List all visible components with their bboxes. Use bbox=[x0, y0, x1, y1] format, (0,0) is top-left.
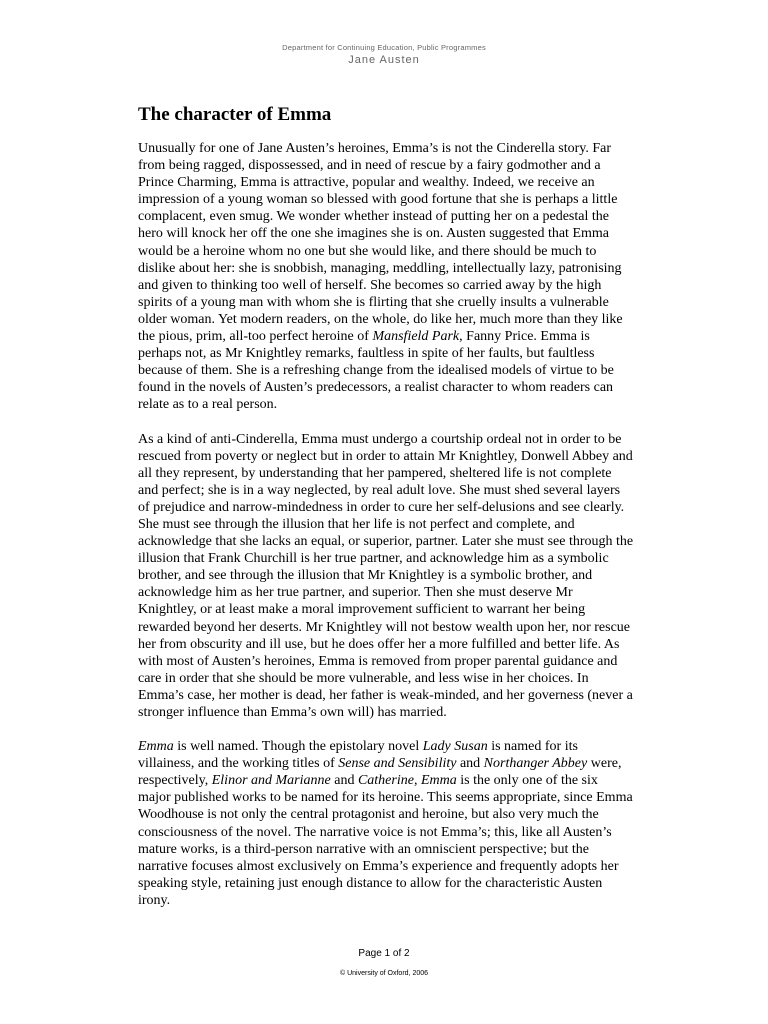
paragraph-3-text-e: and bbox=[330, 773, 358, 789]
title-elinor-and-marianne: Elinor and Marianne bbox=[211, 773, 331, 789]
copyright-notice: © University of Oxford, 2006 bbox=[339, 970, 429, 977]
paragraph-3-text-c: and bbox=[456, 756, 484, 772]
paragraph-3-text-f: , bbox=[413, 773, 421, 789]
title-northanger-abbey: Northanger Abbey bbox=[483, 756, 588, 772]
paragraph-3 bbox=[138, 738, 634, 909]
paragraph-3-text-a: is well named. Though the epistolary novel bbox=[173, 739, 423, 755]
page-number: Page 1 of 2 bbox=[358, 948, 410, 959]
header-department: Department for Continuing Education, Public Programmes bbox=[282, 43, 486, 52]
paragraph-1-text-b: , Fanny Price. Emma is perhaps not, as Mr Knightley remarks, faultless in spite of her faults, but faultless because of them. She is a refreshing change from the idealised models of virtue to be found in the novels of Austen’s predecessors, a realist character to whom readers can relate as to a real person. bbox=[138, 329, 614, 413]
paragraph-3-text-d: were, respectively, bbox=[138, 756, 622, 789]
title-catherine: Catherine bbox=[357, 773, 414, 789]
paragraph-3-text-b: is named for its villainess, and the working titles of bbox=[138, 739, 578, 772]
paragraph-2: As a kind of anti-Cinderella, Emma must undergo a courtship ordeal not in order to be rescued from poverty or neglect but in order to attain Mr Knightley, Donwell Abbey and all they represent, by understanding that her pampered, sheltered life is not complete and perfect; she is in a way neglected, by real adult love. She must shed several layers of prejudice and narrow-mindedness in order to cure her self-delusions and see clearly. She must see through the illusion that her life is not perfect and complete, and acknowledge that she lacks an equal, or superior, partner. Later she must see through the illusion that Frank Churchill is her true partner, and acknowledge him as a symbolic brother, and see through the illusion that Mr Knightley is a symbolic brother, and acknowledge him as her true partner, and superior. Then she must deserve Mr Knightley, or at least make a moral improvement sufficient to warrant her being rewarded beyond her deserts. Mr Knightley will not bestow wealth upon her, nor rescue her from obscurity and ill use, but he does offer her a more fulfilled and better life. As with most of Austen’s heroines, Emma is removed from proper parental guidance and care in order that she should be more vulnerable, and less wise in her choices. In Emma’s case, her mother is dead, her father is weak-minded, and her governess (never a stronger influence than Emma’s own will) has married. bbox=[138, 431, 634, 720]
header-author: Jane Austen bbox=[348, 54, 420, 66]
paragraph-1 bbox=[138, 140, 634, 414]
document-body bbox=[138, 104, 634, 926]
document-title: The character of Emma bbox=[138, 104, 332, 125]
title-sense-and-sensibility: Sense and Sensibility bbox=[338, 756, 457, 772]
title-emma: Emma bbox=[138, 739, 174, 755]
title-lady-susan: Lady Susan bbox=[422, 739, 488, 755]
title-mansfield-park: Mansfield Park bbox=[372, 329, 460, 345]
paragraph-1-text-a: Unusually for one of Jane Austen’s heroines, Emma’s is not the Cinderella story. Far from being ragged, dispossessed, and in need of rescue by a fairy godmother and a Prince Charming, Emma is attractive, popular and wealthy. Indeed, we receive an impression of a young woman so blessed with good fortune that she is perhaps a little complacent, even smug. We wonder whether instead of putting her on a pedestal the hero will knock her off the one she imagines she is on. Austen suggested that Emma would be a heroine whom no one but she would like, and there should be much to dislike about her: she is snobbish, managing, meddling, intellectually lazy, patronising and given to thinking too well of herself. She becomes so carried away by the high spirits of a young man with whom she is flirting that she cruelly insults a vulnerable older woman. Yet modern readers, on the whole, do like her, much more than they like the pious, prim, all-too perfect heroine of bbox=[138, 141, 623, 345]
title-emma-2: Emma bbox=[420, 773, 457, 789]
paragraph-3-text-g: is the only one of the six major published works to be named for its heroine. This seems appropriate, since Emma Woodhouse is not only the central protagonist and heroine, but also very much the consciousness of the novel. The narrative voice is not Emma’s; this, like all Austen’s mature works, is a third-person narrative with an omniscient perspective; but the narrative focuses almost exclusively on Emma’s experience and frequently adopts her speaking style, retaining just enough distance to allow for the characteristic Austen irony. bbox=[138, 773, 633, 908]
